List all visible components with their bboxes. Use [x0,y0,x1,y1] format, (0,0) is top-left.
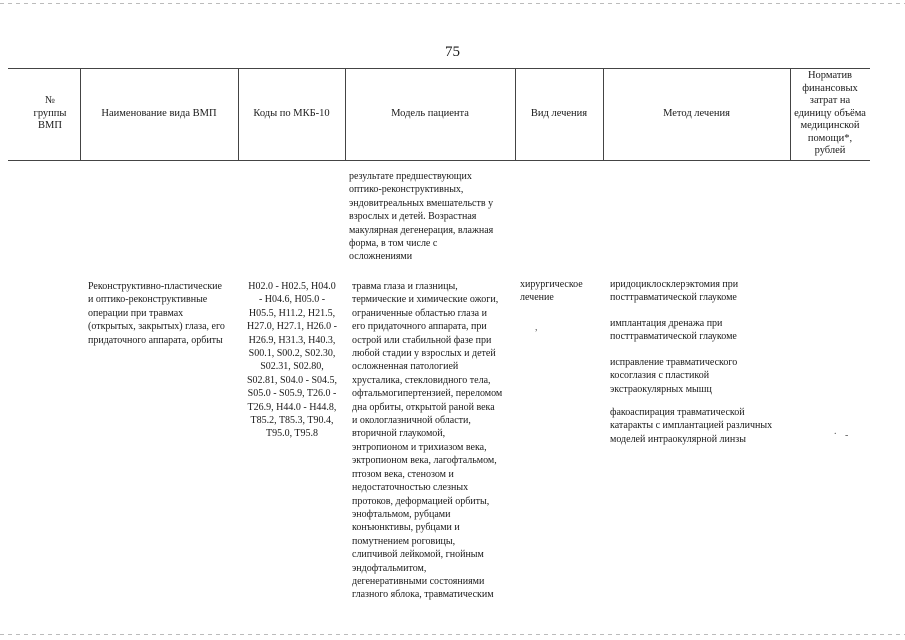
scan-speck: - [845,430,849,441]
header-treatment-method: Метод лечения [663,107,730,119]
text-line: Реконструктивно-пластические [88,281,222,292]
text-line: энофтальмом, рубцами [352,508,451,520]
text-line: травма глаза и глазницы, [352,281,458,292]
text-line: птозом века, стенозом и [352,468,454,480]
text-line: форма, в том числе с [349,238,438,250]
row-icd-codes [241,280,343,441]
method-item [610,406,772,446]
text-line: глазного яблока, травматическим [352,589,494,601]
header-line: группы [33,107,67,119]
text-line: слипчивой лейкомой, гнойным [352,549,484,561]
header-line: рублей [814,145,846,157]
text-line: S00.1, S00.2, S02.30, [248,348,336,360]
text-line: эктропионом века, лагофтальмом, [352,455,497,467]
text-line: моделей интраокулярной линзы [610,433,746,445]
table-header-bottom-border [8,160,870,161]
text-line: макулярная дегенерация, влажная [349,224,494,236]
header-icd-codes: Коды по МКБ-10 [253,107,330,119]
text-line: S02.31, S02.80, [260,361,324,373]
text-line: придаточного аппарата, орбиты [88,334,223,346]
header-line: № [44,95,56,107]
text-line: и оптико-реконструктивные [88,294,208,306]
text-line: дна орбиты, открытой раной века [352,401,495,413]
text-line: экстраокулярных мышц [610,383,712,395]
text-line: острой или стабильной фазе при [352,334,492,346]
text-line: H05.5, H11.2, H21.5, [248,307,336,319]
text-line: T95.0, T95.8 [265,428,319,440]
text-line: протоков, деформацией орбиты, [352,495,490,507]
text-line: факоаспирация травматической [610,407,745,418]
text-line: эндовитреальных вмешательств у [349,197,494,209]
text-line: H26.9, H31.3, H40.3, [248,334,336,346]
text-line: осложнениями [349,251,413,263]
header-financial-norm [790,68,870,160]
text-line: его придаточного аппарата, при [352,321,487,333]
row-treatment-type [520,278,583,305]
header-line: Норматив [807,70,853,82]
header-line: затрат на [809,95,851,107]
continuation-model-text [349,170,493,264]
text-line: недостаточностью слезных [352,482,469,494]
text-line: и окологлазничной области, [352,415,471,427]
header-line: ВМП [38,120,62,132]
text-line: H02.0 - H02.5, H04.0 [248,281,336,292]
text-line: осложненная патологией [352,361,459,373]
text-line: помутнением роговицы, [352,535,456,547]
row-patient-model [352,280,502,602]
text-line: S02.81, S04.0 - S04.5, [246,374,337,386]
header-line: помощи*, [807,132,853,144]
text-line: ограниченные областью глаза и [352,307,487,319]
header-patient-model: Модель пациента [391,107,469,119]
method-item [610,356,737,396]
text-line: имплантация дренажа при [610,318,723,329]
text-line: вторичной глаукомой, [352,428,446,440]
text-line: иридоциклосклерэктомия при [610,279,739,290]
text-line: T85.2, T85.3, T90.4, [250,415,334,427]
method-item [610,317,737,344]
text-line: - H04.6, H05.0 - [258,294,326,306]
text-line: T26.9, H44.0 - H44.8, [247,401,337,413]
text-line: H27.0, H27.1, H26.0 - [247,321,337,333]
header-treatment-type: Вид лечения [530,107,588,119]
text-line: оптико-реконструктивных, [349,184,464,196]
text-line: результате предшествующих [349,171,472,182]
scan-speck: . [834,426,837,437]
text-line: энтропионом и трихиазом века, [352,441,487,453]
text-line: эндофтальмитом, [352,562,427,574]
text-line: термические и химические ожоги, [352,294,499,306]
scan-border-line [0,3,905,4]
text-line: операции при травмах [88,307,184,319]
header-group-number [20,68,80,160]
text-line: косоглазия с пластикой [610,370,710,382]
text-line: исправление травматического [610,357,738,368]
header-line: медицинской [800,120,860,132]
method-item [610,278,738,305]
text-line: (открытых, закрытых) глаза, его [88,321,225,333]
header-line: единицу объёма [794,107,866,119]
text-line: дегенеративными состояниями [352,575,485,587]
text-line: любой стадии у взрослых и детей [352,348,496,360]
text-line: хирургическое [520,279,583,290]
text-line: хрусталика, стекловидного тела, [352,374,491,386]
text-line: конъюнктивы, рубцами и [352,522,460,534]
text-line: лечение [520,292,554,304]
header-vmp-name: Наименование вида ВМП [101,107,217,119]
text-line: катаракты с имплантацией различных [610,420,773,432]
text-line: посттравматической глаукоме [610,331,737,343]
page-number: 75 [445,44,460,60]
scan-border-line [0,634,905,635]
text-line: посттравматической глаукоме [610,292,737,304]
text-line: офтальмогипертензией, переломом [352,388,503,400]
scan-speck: , [535,322,538,333]
header-line: финансовых [802,82,858,94]
text-line: взрослых и детей. Возрастная [349,211,477,223]
text-line: S05.0 - S05.9, T26.0 - [247,388,337,400]
row-vmp-name [88,280,225,347]
